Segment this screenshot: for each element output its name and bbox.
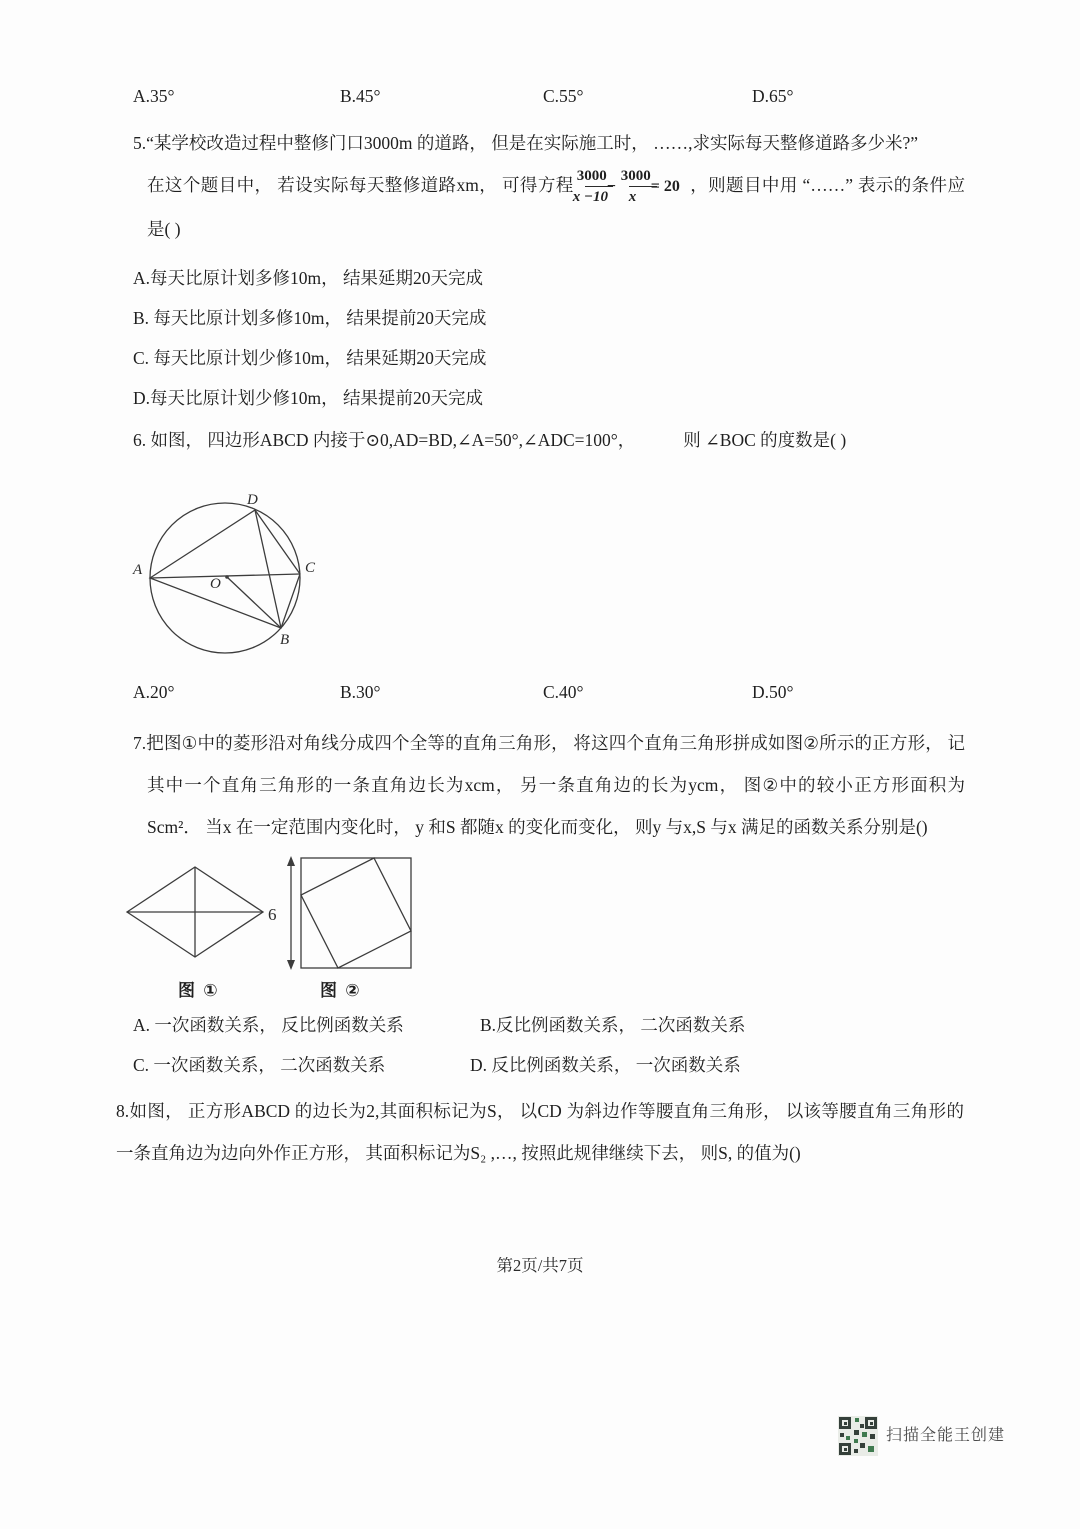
q4-option-d: D.65° xyxy=(752,86,794,106)
dimension-label: 6 xyxy=(268,905,277,924)
q7-option-c: C. 一次函数关系， 二次函数关系 xyxy=(133,1055,386,1075)
label-B: B xyxy=(280,632,290,648)
center-dot xyxy=(225,575,229,579)
q8-stem: 8.如图， 正方形ABCD 的边长为2,其面积标记为S， 以CD 为斜边作等腰直角三角形， 以该等腰直角三角形的一条直角边为边向外作正方形， 其面积标记为S₂ ,…, 按照此规律继续下去， 则S, 的值为() xyxy=(116,1101,964,1163)
q6-text: 6. 如图， 四边形ABCD 内接于⊙0,AD=BD,∠A=50°,∠ADC=100°， xyxy=(133,430,636,450)
q7-rhombus-figure xyxy=(124,862,266,962)
equation-rhs: = 20 xyxy=(650,177,680,195)
q7-stem: 7.把图①中的菱形沿对角线分成四个全等的直角三角形， 将这四个直角三角形拼成如图②所示的正方形， 记其中一个直角三角形的一条直角边长为xcm， 另一条直角边的长为ycm， 图②中的较小正方形面积为 Scm²． 当x 在一定范围内变化时， y 和S 都随x 的变化而变化， 则y 与x,S 与x 满足的函数关系分别是() xyxy=(133,733,965,837)
q7-option-b: B.反比例函数关系， 二次函数关系 xyxy=(480,1015,746,1035)
inner-rotated-square xyxy=(301,858,411,968)
q6-option-c: C.40° xyxy=(543,682,584,702)
q4-option-a: A.35° xyxy=(133,86,175,106)
q7-options-row2 xyxy=(133,1052,963,1078)
fraction-1-denominator: x −10 xyxy=(572,189,609,206)
q7-option-d: D. 反比例函数关系， 一次函数关系 xyxy=(470,1055,741,1075)
qr-code-icon xyxy=(838,1416,878,1456)
q6-options-row xyxy=(133,682,963,708)
q6-option-a: A.20° xyxy=(133,682,175,702)
q7-option-a: A. 一次函数关系， 反比例函数关系 xyxy=(133,1015,404,1035)
q5-option-c: C. 每天比原计划少修10m， 结果延期20天完成 xyxy=(133,348,487,368)
scanner-label: 扫描全能王创建 xyxy=(886,1427,1006,1444)
label-C: C xyxy=(305,560,316,576)
q4-option-c: C.55° xyxy=(543,86,584,106)
arrowhead-top xyxy=(287,856,295,866)
label-O: O xyxy=(210,576,221,592)
fraction-2-denominator: x xyxy=(628,189,637,206)
q6-stem xyxy=(133,420,1003,460)
arrowhead-bottom xyxy=(287,960,295,970)
q5-equation: $\frac{3000}{x -10}$ − $\frac{3000}{x}$ = 20 xyxy=(580,166,684,208)
q6-option-b: B.30° xyxy=(340,682,381,702)
fraction-1-numerator: 3000 xyxy=(585,167,613,188)
q6-option-d: D.50° xyxy=(752,682,794,702)
q5-stem xyxy=(133,122,965,250)
q5-line1: 5.“某学校改造过程中整修门口3000m 的道路， 但是在实际施工时， ……,求实际每天整修道路多少米?” xyxy=(133,133,919,153)
q5-option-a: A.每天比原计划多修10m， 结果延期20天完成 xyxy=(133,268,483,288)
fig2-caption: 图 ② xyxy=(320,981,362,1000)
radius-OB xyxy=(227,577,281,628)
outer-square xyxy=(301,858,411,968)
q5-option-b: B. 每天比原计划多修10m， 结果提前20天完成 xyxy=(133,308,487,328)
q7-options-row1 xyxy=(133,1012,963,1038)
q5-after-equation: ，则题目中用 “……” 表示的条件应是( ) xyxy=(147,175,965,239)
page-footer: 第2页/共7页 xyxy=(496,1256,584,1275)
q4-option-b: B.45° xyxy=(340,86,381,106)
label-D: D xyxy=(247,492,258,508)
scanner-watermark xyxy=(838,1416,1005,1456)
q5-before-equation: 在这个题目中， 若设实际每天整修道路xm， 可得方程 xyxy=(147,175,574,195)
q5-option-d: D.每天比原计划少修10m， 结果提前20天完成 xyxy=(133,388,483,408)
q6-circle-figure xyxy=(128,488,328,678)
q4-options-row xyxy=(133,86,963,112)
fig1-caption: 图 ① xyxy=(178,981,220,1000)
q6-text2: 则 ∠BOC 的度数是( ) xyxy=(683,430,847,450)
diagonal-AC xyxy=(150,574,300,578)
fraction-2-numerator: 3000 xyxy=(629,167,657,188)
label-A: A xyxy=(133,562,143,578)
q5-options xyxy=(133,258,486,418)
q7-square-figure xyxy=(266,854,418,972)
